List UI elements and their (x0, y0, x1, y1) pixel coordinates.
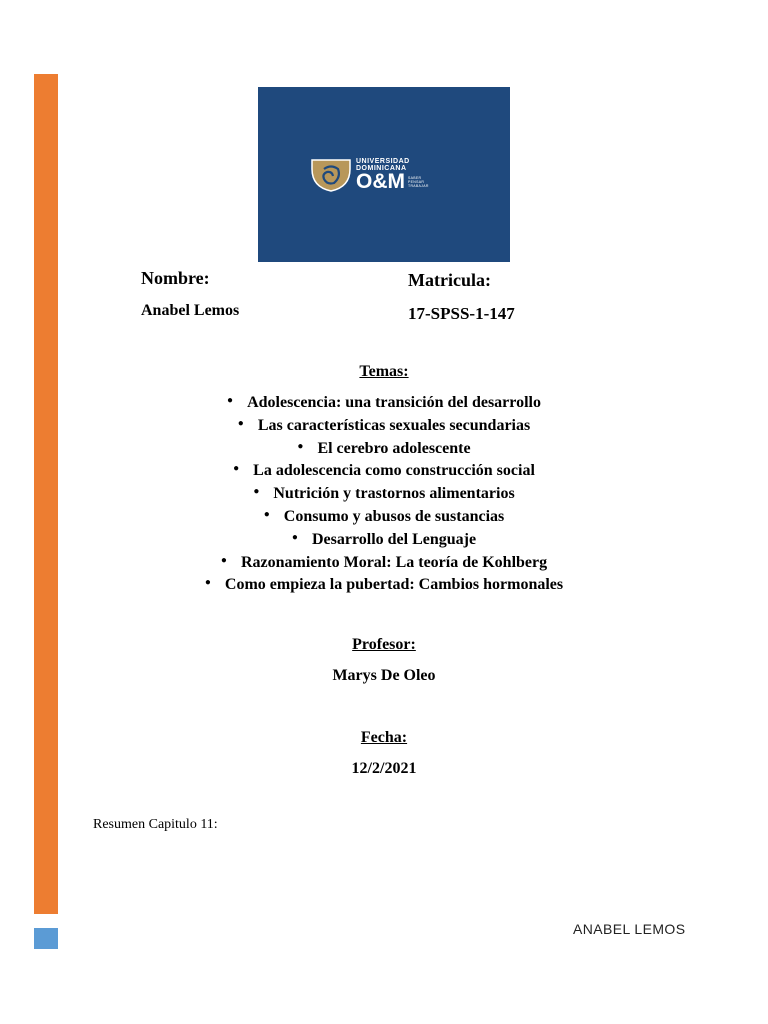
bullet-icon: ● (204, 577, 211, 589)
matricula-label: Matricula: (408, 270, 491, 290)
topic-item: ● Razonamiento Moral: La teoría de Kohlberg (0, 552, 768, 575)
logo-text (356, 158, 429, 192)
bullet-icon: ● (220, 554, 227, 566)
footer-author-name: ANABEL LEMOS (573, 921, 686, 937)
professor-heading: Profesor: (352, 636, 416, 653)
topics-heading: Temas: (359, 363, 409, 380)
topic-item: ● La adolescencia como construcción social (0, 460, 768, 483)
bullet-icon: ● (237, 417, 244, 429)
student-name: Anabel Lemos (141, 302, 240, 319)
bullet-icon: ● (291, 531, 298, 543)
professor-name: Marys De Oleo (332, 667, 436, 684)
topic-item: ● Nutrición y trastornos alimentarios (0, 483, 768, 506)
student-id: 17-SPSS-1-147 (408, 304, 515, 323)
topic-item: ● Como empieza la pubertad: Cambios hormonales (0, 574, 768, 597)
logo-brand-row (356, 172, 429, 192)
date-value: 12/2/2021 (351, 760, 417, 777)
blue-side-square (34, 928, 58, 949)
bullet-icon: ● (263, 508, 270, 520)
topic-item: ● Adolescencia: una transición del desarrollo (0, 392, 768, 415)
name-label: Nombre: (141, 268, 210, 288)
logo-motto-1: SABER (408, 176, 422, 180)
bullet-icon: ● (233, 463, 240, 475)
logo-motto (408, 176, 429, 188)
topic-item: ● Consumo y abusos de sustancias (0, 506, 768, 529)
logo-motto-3: TRABAJAR (408, 184, 429, 188)
logo-line-1: UNIVERSIDAD (356, 158, 410, 165)
topic-item: ● El cerebro adolescente (0, 438, 768, 461)
logo-motto-2: PENSAR (408, 180, 425, 184)
shield-icon (310, 157, 352, 193)
bullet-icon: ● (227, 395, 234, 406)
topics-list (0, 392, 768, 597)
summary-label: Resumen Capitulo 11: (93, 817, 218, 832)
university-logo (258, 87, 510, 262)
bullet-icon: ● (297, 440, 304, 452)
logo-line-2: DOMINICANA (356, 165, 407, 172)
logo-content (310, 157, 429, 193)
bullet-icon: ● (253, 486, 260, 498)
topic-item: ● Desarrollo del Lenguaje (0, 529, 768, 552)
topic-item: ● Las características sexuales secundarias (0, 415, 768, 438)
logo-brand: O&M (356, 170, 405, 193)
date-heading: Fecha: (360, 729, 408, 746)
